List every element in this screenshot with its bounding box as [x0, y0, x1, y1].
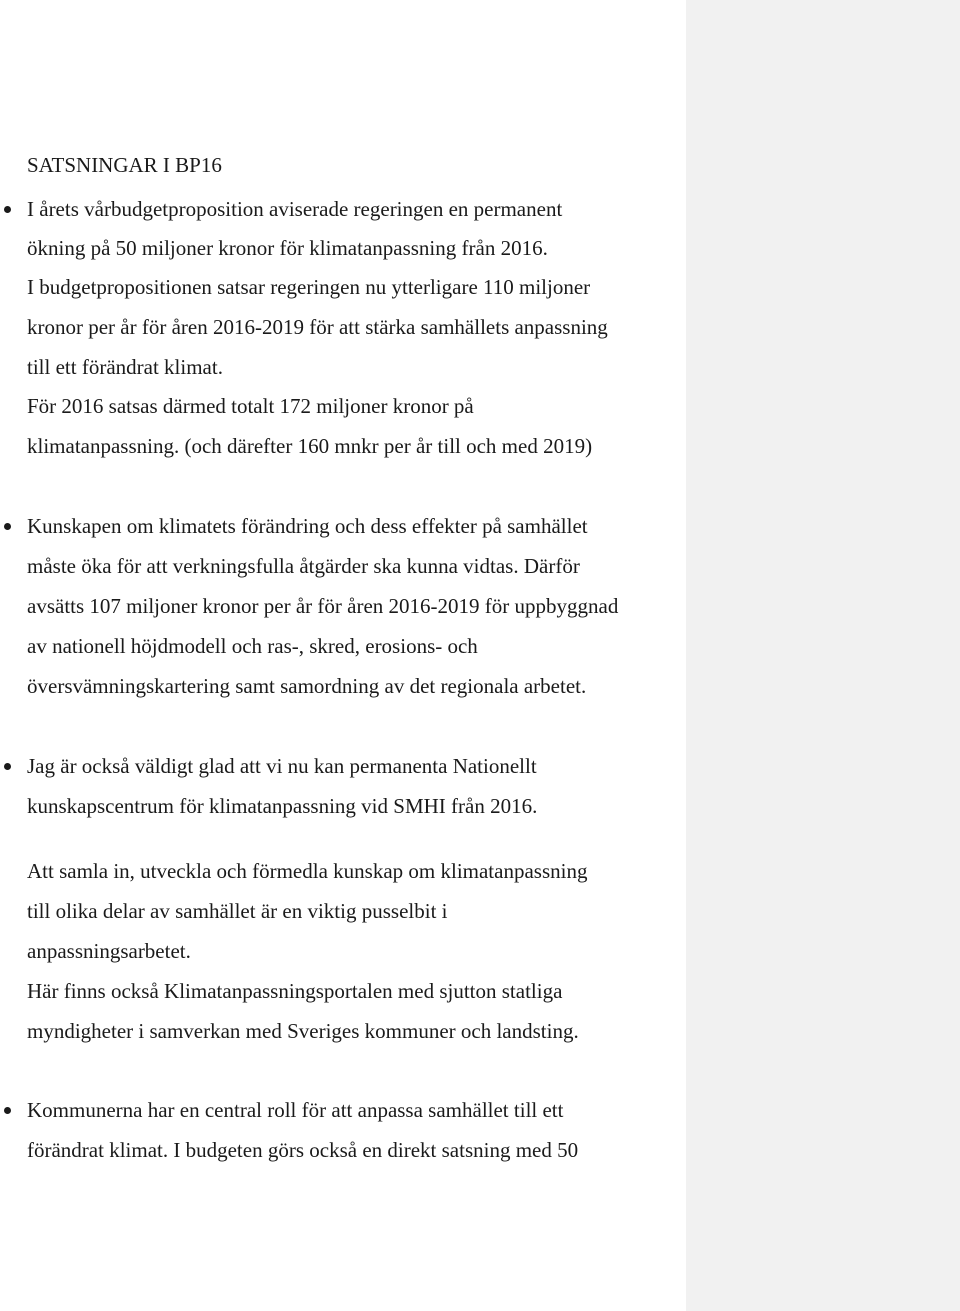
bullet-icon [4, 523, 11, 530]
bullet4-line: Kommunerna har en central roll för att anpassa samhället till ett [27, 1098, 564, 1122]
bullet2-line: avsätts 107 miljoner kronor per år för åren 2016-2019 för uppbyggnad [27, 594, 619, 618]
bullet-icon [4, 1107, 11, 1114]
bullet1-line: I budgetpropositionen satsar regeringen nu ytterligare 110 miljoner [27, 275, 591, 299]
bullet1-line: I årets vårbudgetproposition aviserade regeringen en permanent [27, 197, 563, 221]
comment-margin-panel [686, 0, 960, 1311]
paragraph-line: myndigheter i samverkan med Sveriges kommuner och landsting. [27, 1019, 579, 1043]
bullet1-line: klimatanpassning. (och därefter 160 mnkr per år till och med 2019) [27, 434, 593, 458]
bullet3-line: Jag är också väldigt glad att vi nu kan permanenta Nationellt [27, 754, 537, 778]
bullet4-line: förändrat klimat. I budgeten görs också en direkt satsning med 50 [27, 1138, 579, 1162]
bullet1-line: kronor per år för åren 2016-2019 för att stärka samhällets anpassning [27, 315, 608, 339]
bullet1-line: till ett förändrat klimat. [27, 355, 223, 379]
paragraph-line: Att samla in, utveckla och förmedla kunskap om klimatanpassning [27, 859, 588, 883]
bullet-icon [4, 206, 11, 213]
bullet3-line: kunskapscentrum för klimatanpassning vid SMHI från 2016. [27, 794, 538, 818]
paragraph-line: Här finns också Klimatanpassningsportalen med sjutton statliga [27, 979, 563, 1003]
bullet2-line: av nationell höjdmodell och ras-, skred, erosions- och [27, 634, 478, 658]
bullet2-line: måste öka för att verkningsfulla åtgärder ska kunna vidtas. Därför [27, 554, 580, 578]
paragraph-line: anpassningsarbetet. [27, 939, 191, 963]
bullet2-line: Kunskapen om klimatets förändring och dess effekter på samhället [27, 514, 588, 538]
paragraph-line: till olika delar av samhället är en viktig pusselbit i [27, 899, 448, 923]
section-heading: SATSNINGAR I BP16 [27, 153, 222, 177]
bullet-icon [4, 763, 11, 770]
bullet1-line: ökning på 50 miljoner kronor för klimatanpassning från 2016. [27, 236, 548, 260]
bullet2-line: översvämningskartering samt samordning av det regionala arbetet. [27, 674, 587, 698]
bullet1-line: För 2016 satsas därmed totalt 172 miljoner kronor på [27, 394, 474, 418]
